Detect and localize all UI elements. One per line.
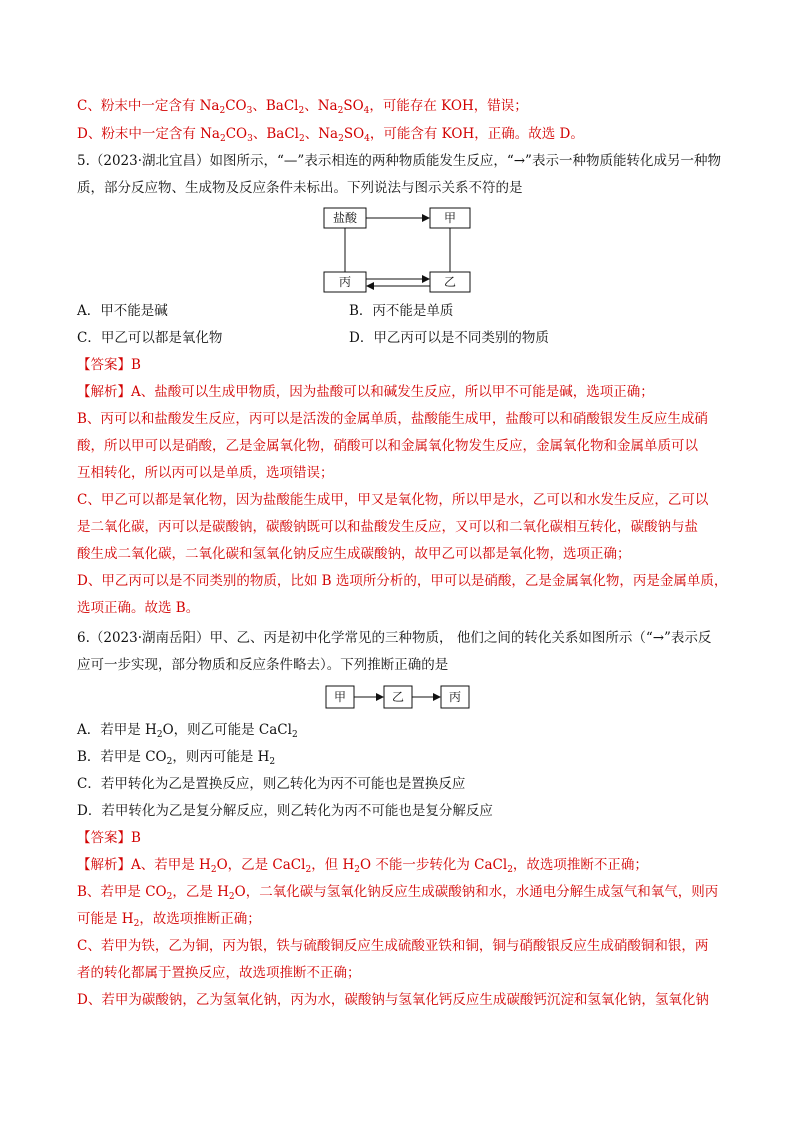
q6-diagram [323,682,473,712]
q6-answer: 【答案】B [77,830,141,846]
q6-stem-line-1: 6.（2023·湖南岳阳）甲、乙、丙是初中化学常见的三种物质， 他们之间的转化关系如图所示（“→”表示反 [77,630,712,646]
q5-analysis-line-9: 选项正确。故选 B。 [77,600,200,616]
q6-box-1-label: 甲 [333,690,347,704]
q5-option-b: B．丙不能是单质 [349,303,454,319]
q6-analysis-line-5: 者的转化都属于置换反应，故选项推断不正确； [77,965,361,981]
q6-analysis-line-2: B、若甲是 $CO_2$，乙是 $H_2O$，二氧化碳与氢氧化钠反应生成碳酸钠和水，水通电分解生成氢气和氧气，则丙 [77,884,719,902]
q5-analysis-line-1: 【解析】A、盐酸可以生成甲物质，因为盐酸可以和碱发生反应，所以甲不可能是碱，选项正确； [77,384,654,400]
q5-box-hcl-label: 盐酸 [332,211,358,225]
q6-stem-line-2: 应可一步实现，部分物质和反应条件略去）。下列推断正确的是 [77,657,449,673]
q5-analysis-line-7: 酸生成二氧化碳，二氧化碳和氢氧化钠反应生成碳酸钠，故甲乙可以都是氧化物，选项正确； [77,546,631,562]
q5-box-yi-label: 乙 [443,275,457,289]
q6-analysis-line-1: 【解析】A、若甲是 $H_2O$，乙是 CaCl$_2$，但 $H_2O$ 不能一步转化为 CaCl$_2$，故选项推断不正确； [77,857,648,875]
q5-stem-line-2: 质，部分反应物、生成物及反应条件未标出。下列说法与图示关系不符的是 [77,180,523,196]
q5-box-jia-label: 甲 [443,211,457,225]
q6-option-d: D．若甲转化为乙是复分解反应，则乙转化为丙不可能也是复分解反应 [77,803,493,819]
q6-analysis-line-3: 可能是 $H_2$，故选项推断正确； [77,911,261,929]
prev-option-c-analysis: C、粉末中一定含有 $Na_2CO_3$、BaCl$_2$、$Na_2SO_4$，可能存在 KOH，错误； [77,98,528,116]
q5-answer: 【答案】B [77,357,141,373]
prev-option-d-analysis: D、粉末中一定含有 $Na_2CO_3$、BaCl$_2$、$Na_2SO_4$，可能含有 KOH，正确。故选 D。 [77,126,584,144]
q5-analysis-line-2: B、丙可以和盐酸发生反应，丙可以是活泼的金属单质，盐酸能生成甲，盐酸可以和硝酸银发生反应生成硝 [77,411,708,427]
q5-analysis-line-5: C、甲乙可以都是氧化物，因为盐酸能生成甲，甲又是氧化物，所以甲是水，乙可以和水发生反应，乙可以 [77,492,709,508]
q6-box-2-label: 乙 [391,690,405,704]
q5-box-bing-label: 丙 [338,275,352,289]
q6-option-b: B．若甲是 $CO_2$，则丙可能是 $H_2$ [77,749,276,767]
q6-option-c: C．若甲转化为乙是置换反应，则乙转化为丙不可能也是置换反应 [77,776,466,792]
q5-option-a: A．甲不能是碱 [77,303,168,319]
q5-option-c: C．甲乙可以都是氧化物 [77,330,223,346]
q5-analysis-line-6: 是二氧化碳，丙可以是碳酸钠，碳酸钠既可以和盐酸发生反应，又可以和二氧化碳相互转化，碳酸钠与盐 [77,519,698,535]
q6-box-3-label: 丙 [448,690,462,704]
q5-option-d: D．甲乙丙可以是不同类别的物质 [349,330,549,346]
q5-diagram [318,204,478,296]
q6-analysis-line-6: D、若甲为碳酸钠，乙为氢氧化钠，丙为水，碳酸钠与氢氧化钙反应生成碳酸钙沉淀和氢氧化钠，氢氧化钠 [77,992,709,1008]
q5-analysis-line-4: 互相转化，所以丙可以是单质，选项错误； [77,465,334,481]
q6-option-a: A．若甲是 $H_2O$，则乙可能是 CaCl$_2$ [77,722,298,740]
q5-analysis-line-3: 酸，所以甲可以是硝酸，乙是金属氧化物，硝酸可以和金属氧化物发生反应，金属氧化物和金属单质可以 [77,438,698,454]
q5-analysis-line-8: D、甲乙丙可以是不同类别的物质，比如 B 选项所分析的，甲可以是硝酸，乙是金属氧化物，丙是金属单质， [77,573,728,589]
q6-analysis-line-4: C、若甲为铁，乙为铜，丙为银，铁与硫酸铜反应生成硫酸亚铁和铜，铜与硝酸银反应生成硝酸铜和银，两 [77,938,709,954]
q5-stem-line-1: 5.（2023·湖北宜昌）如图所示，“—”表示相连的两种物质能发生反应，“→”表示一种物质能转化成另一种物 [77,153,721,169]
